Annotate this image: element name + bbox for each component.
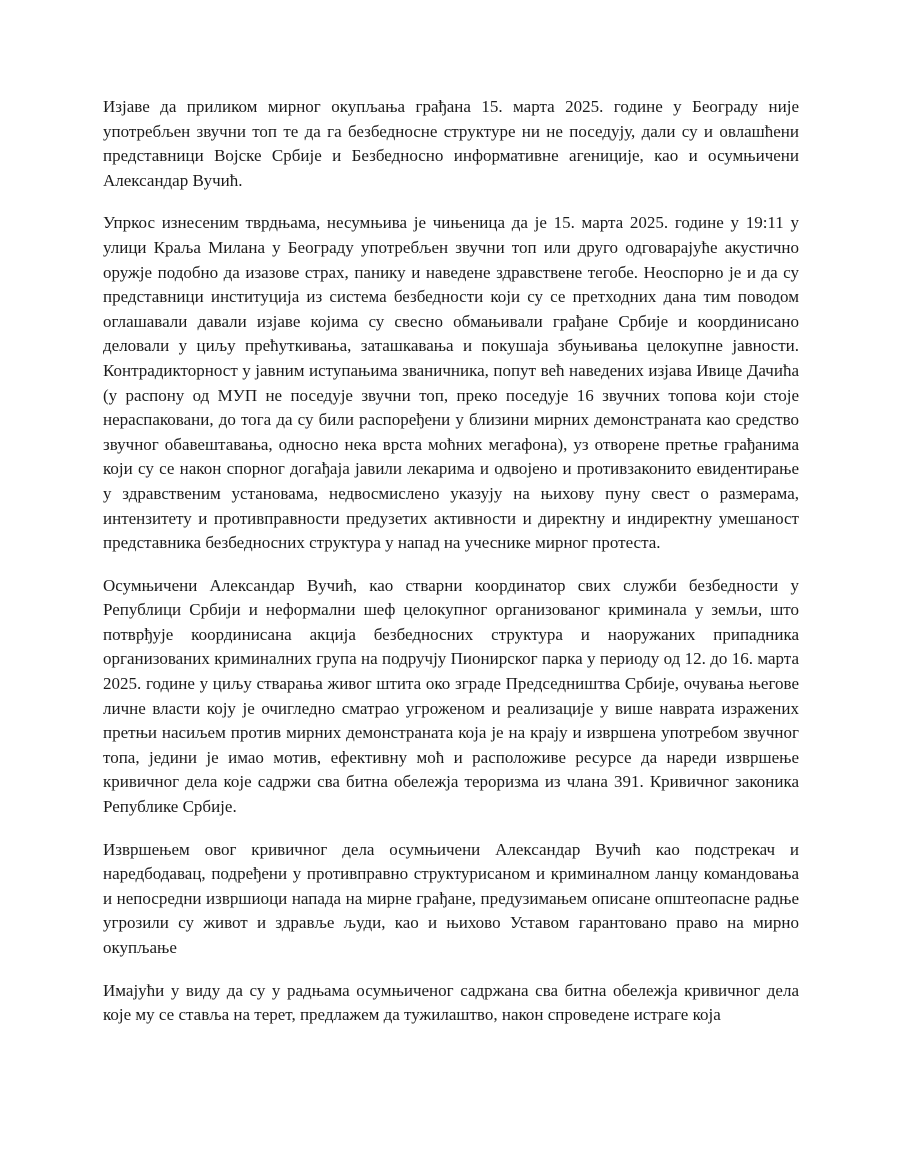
paragraph-statements-denial: Изјаве да приликом мирног окупљања грађана 15. марта 2025. године у Београду није употребљен звучни топ те да га безбедносне структуре ни не поседују, дали су и овлашћени представници Војске Србије и Безбедносно информативне агениције, као и осумњичени Александар Вучић. bbox=[103, 97, 799, 190]
paragraph-facts-contradictions: Упркос изнесеним тврдњама, несумњива је чињеница да је 15. марта 2025. године у 19:11 у улици Краља Милана у Београду употребљен звучни топ или друго одговарајуће акустично оружје подобно да изазове страх, панику и наведене здравствене тегобе. Неоспорно је и да су представници институција из система безбедности који су се претходних дана тим поводом оглашавали давали изјаве којима су свесно обмањивали грађане Србије и координисано деловали у циљу прећуткивања, заташкавања и покушаја збуњивања целокупне јавности. Контрадикторност у јавним иступањима званичника, попут већ наведених изјава Ивице Дачића (у распону од МУП не поседује звучни топ, преко поседује 16 звучних топова који стоје нераспаковани, до тога да су били распоређени у близини мирних демонстраната као средство звучног обавештавања, односно нека врста моћних мегафона), уз отворене претње грађанима који су се након спорног догађаја јавили лекарима и одвојено и противзаконито евидентирање у здравственим установама, недвосмислено указују на њихову пуну свест о размерама, интензитету и противправности предузетих активности и директну и индиректну умешаност представника безбедносних структура у напад на учеснике мирног протеста. bbox=[103, 213, 799, 553]
paragraph-suspect-motive: Осумњичени Александар Вучић, као стварни координатор свих служби безбедности у Републици Србији и неформални шеф целокупног организованог криминала у земљи, што потврђује координисана акција безбедносних структура и наоружаних припадника организованих криминалних група на подручју Пионирског парка у периоду од 12. до 16. марта 2025. године у циљу стварања живог штита око зграде Председништва Србије, очувања његове личне власти коју је очигледно сматрао угроженом и реализације у више наврата изражених претњи насиљем против мирних демонстраната која је на крају и извршена употребом звучног топа, једини је имао мотив, ефективну моћ и расположиве ресурсе да нареди извршење кривичног дела које садржи сва битна обележја тероризма из члана 391. Кривичног законика Републике Србије. bbox=[103, 575, 799, 817]
paragraph-crime-execution: Извршењем овог кривичног дела осумњичени Александар Вучић као подстрекач и наредбодавац, подређени у противправно структурисаном и криминалном ланцу командовања и непосредни извршиоци напада на мирне грађане, предузимањем описане општеопасне радње угрозили су живот и здравље људи, као и њихово Уставом гарантовано право на мирно окупљање bbox=[103, 839, 799, 957]
paragraph-proposal: Имајући у виду да су у радњама осумњиченог садржана сва битна обележја кривичног дела које му се ставља на терет, предлажем да тужилаштво, након спроведене истраге која bbox=[103, 980, 799, 1025]
